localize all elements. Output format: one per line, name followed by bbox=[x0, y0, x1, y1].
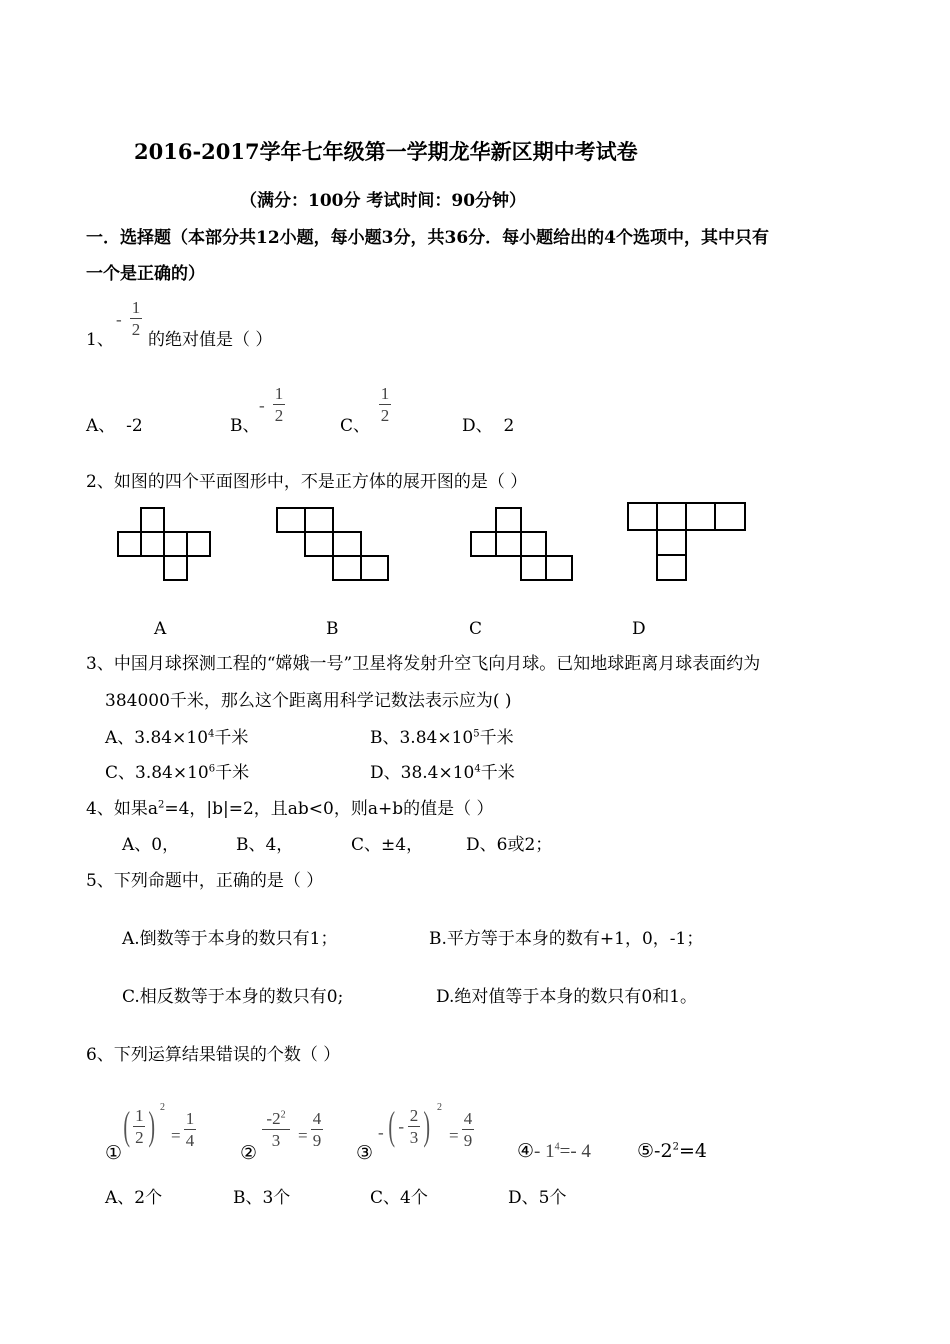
q1-option-b-fraction: $\frac{1}{2}$ bbox=[274, 384, 284, 425]
cube-net-a bbox=[115, 505, 215, 585]
q4-option-d: D、6或2； bbox=[466, 835, 553, 855]
q6-option-c: C、4个 bbox=[370, 1188, 428, 1208]
q1-option-d: D、 2 bbox=[462, 416, 515, 436]
q6-expr-1-label: ① bbox=[105, 1142, 123, 1164]
q6-option-a: A、2个 bbox=[105, 1188, 163, 1208]
q6-expr-1: ( $\frac{1}{2}$ ) bbox=[123, 1103, 156, 1148]
q3-option-a: A、$3.84\times 10^4$千米 bbox=[105, 728, 249, 748]
figure-label-a: A bbox=[154, 619, 167, 639]
question-1-number: 1、 bbox=[86, 330, 114, 350]
q6-expr-1-result: $\frac{1}{4}$ bbox=[185, 1109, 195, 1150]
q1-option-b-label: B、 bbox=[230, 416, 260, 436]
q5-option-b: B.平方等于本身的数有+1，0，-1； bbox=[429, 929, 704, 949]
q6-expr-2-label: ② bbox=[240, 1142, 258, 1164]
q6-expr-2-result: $\frac{4}{9}$ bbox=[312, 1109, 322, 1150]
q6-expr-1-eq: = bbox=[171, 1126, 181, 1145]
question-1-sign: - bbox=[116, 310, 122, 329]
question-4-stem: 4、如果$a^2=4$，|b|=2，且ab<0，则a+b的值是（ ） bbox=[86, 799, 494, 819]
q6-expr-3: ( - $\frac{2}{3}$ ) bbox=[388, 1103, 430, 1148]
q1-option-b-sign: - bbox=[259, 396, 265, 415]
q6-expr-2: $\frac{-2^2}{3}$ bbox=[262, 1110, 290, 1149]
figure-label-b: B bbox=[326, 619, 339, 639]
q6-expr-5: $⑤-2^2=4$ bbox=[637, 1140, 707, 1162]
q1-option-c-fraction: $\frac{1}{2}$ bbox=[380, 384, 390, 425]
q6-option-d: D、5个 bbox=[508, 1188, 567, 1208]
section-heading: 一．选择题（本部分共12小题，每小题3分，共36分．每小题给出的4个选项中，其中只有 bbox=[86, 228, 769, 248]
question-3-stem-cont: 384000千米，那么这个距离用科学记数法表示应为( ) bbox=[105, 691, 512, 711]
figure-label-d: D bbox=[632, 619, 646, 639]
q6-expr-1-exp: 2 bbox=[160, 1102, 165, 1113]
q6-expr-3-label: ③ bbox=[356, 1142, 374, 1164]
question-3-stem: 3、中国月球探测工程的“嫦娥一号”卫星将发射升空飞向月球。已知地球距离月球表面约为 bbox=[86, 654, 761, 674]
cube-net-d bbox=[625, 500, 750, 586]
q6-expr-3-sign: - bbox=[378, 1123, 384, 1142]
question-5-stem: 5、下列命题中，正确的是（ ） bbox=[86, 871, 324, 891]
q4-option-b: B、4， bbox=[236, 835, 294, 855]
q4-option-c: C、±4， bbox=[351, 835, 424, 855]
q4-option-a: A、0， bbox=[122, 835, 180, 855]
q6-option-b: B、3个 bbox=[233, 1188, 291, 1208]
q5-option-a: A.倒数等于本身的数只有1； bbox=[122, 929, 338, 949]
page-title: 2016-2017学年七年级第一学期龙华新区期中考试卷 bbox=[134, 139, 638, 164]
q6-expr-3-exp: 2 bbox=[437, 1102, 442, 1113]
cube-net-b bbox=[274, 505, 392, 585]
question-1-stem: 的绝对值是（ ） bbox=[148, 330, 273, 350]
question-1-fraction: $\frac{1}{2}$ bbox=[131, 298, 141, 339]
q6-expr-3-result: $\frac{4}{9}$ bbox=[463, 1109, 473, 1150]
q6-expr-3-eq: = bbox=[449, 1126, 459, 1145]
q5-option-c: C.相反数等于本身的数只有0; bbox=[122, 987, 344, 1007]
q6-expr-4: ④- $1^4=-$ 4 bbox=[517, 1140, 591, 1162]
cube-net-c bbox=[468, 505, 576, 585]
exam-info: （满分：100分 考试时间：90分钟） bbox=[240, 191, 527, 211]
question-2-stem: 2、如图的四个平面图形中，不是正方体的展开图的是（ ） bbox=[86, 472, 528, 492]
q3-option-d: D、$38.4\times 10^4$千米 bbox=[370, 763, 515, 783]
q3-option-c: C、$3.84\times 10^6$千米 bbox=[105, 763, 250, 783]
q6-expr-2-eq: = bbox=[298, 1126, 308, 1145]
q3-option-b: B、$3.84\times 10^5$千米 bbox=[370, 728, 514, 748]
question-6-stem: 6、下列运算结果错误的个数（ ） bbox=[86, 1045, 341, 1065]
figure-label-c: C bbox=[469, 619, 483, 639]
q5-option-d: D.绝对值等于本身的数只有0和1。 bbox=[436, 987, 698, 1007]
q1-option-a: A、 -2 bbox=[86, 416, 143, 436]
q1-option-c-label: C、 bbox=[340, 416, 371, 436]
section-heading-cont: 一个是正确的） bbox=[86, 264, 205, 284]
